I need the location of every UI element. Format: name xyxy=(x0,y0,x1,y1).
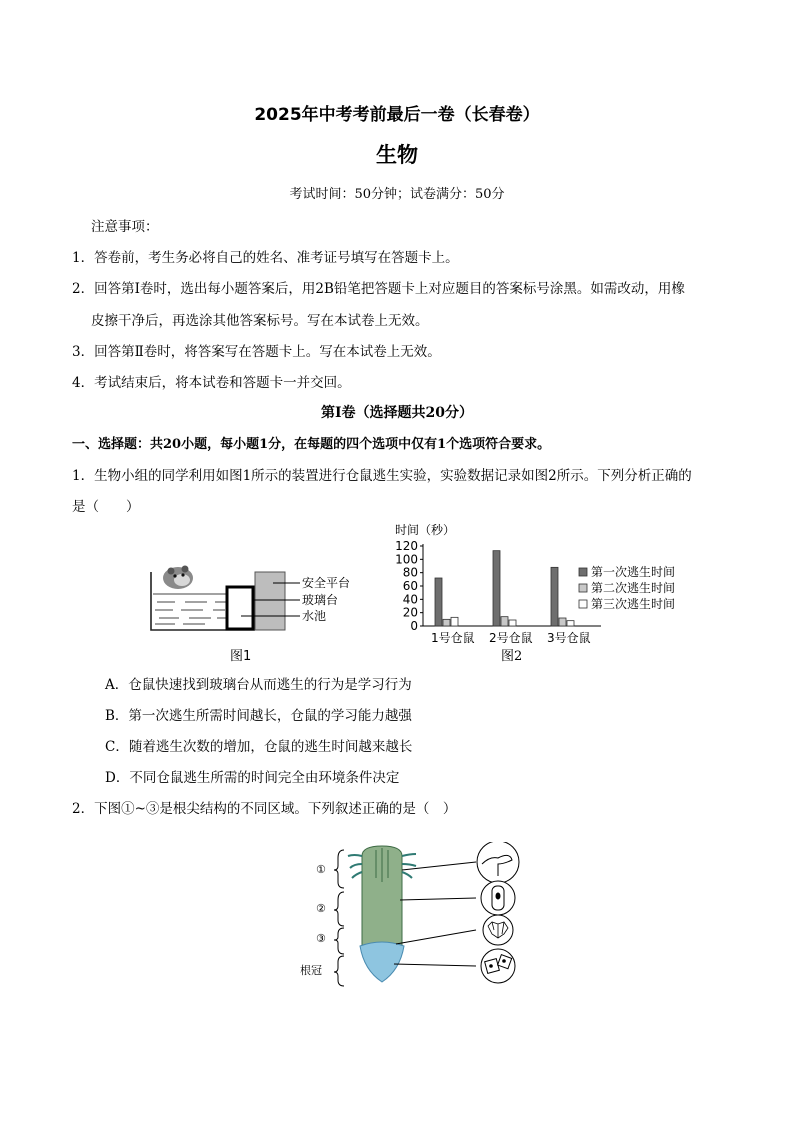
chart-y-axis-label: 时间（秒） xyxy=(395,523,456,537)
hamster-icon xyxy=(163,566,193,590)
chart-legend-swatch xyxy=(579,600,587,608)
fig1-caption: 图1 xyxy=(230,649,252,664)
q1-option-a: A．仓鼠快速找到玻璃台从而逃生的行为是学习行为 xyxy=(105,677,412,693)
chart-bar xyxy=(567,621,574,626)
fig1-label-safe-platform: 安全平台 xyxy=(302,576,351,590)
chart-bar xyxy=(501,617,508,626)
q1-figure-1 xyxy=(145,560,370,665)
root-region-1-label: ① xyxy=(316,863,326,876)
notice-item-3: 3．回答第Ⅱ卷时，将答案写在答题卡上。写在本试卷上无效。 xyxy=(72,344,441,360)
exam-info: 考试时间：50分钟；试卷满分：50分 xyxy=(289,187,505,202)
chart-bar xyxy=(493,551,500,626)
chart-legend-swatch xyxy=(579,568,587,576)
chart-y-tick-label: 20 xyxy=(402,605,418,620)
chart-y-tick-label: 60 xyxy=(402,579,418,593)
chart-bar xyxy=(509,620,516,626)
chart-y-tick-label: 40 xyxy=(402,592,418,607)
q1-figure-2-chart xyxy=(385,520,685,668)
chart-legend-swatch xyxy=(579,584,587,592)
root-cap-label: 根冠 xyxy=(300,964,322,977)
subject-title: 生物 xyxy=(376,143,418,167)
q2-root-tip-figure xyxy=(296,842,536,990)
q1-stem-line1: 1．生物小组的同学利用如图1所示的装置进行仓鼠逃生实验，实验数据记录如图2所示。下列分析正确的 xyxy=(72,468,692,484)
chart-bar xyxy=(443,619,450,626)
chart-bar xyxy=(451,617,458,626)
q1-stem-line2: 是（ ） xyxy=(72,499,140,515)
chart-x-tick-label: 2号仓鼠 xyxy=(489,631,533,645)
chart-legend-label: 第二次逃生时间 xyxy=(591,581,676,595)
exam-title: 2025年中考考前最后一卷（长春卷） xyxy=(254,105,540,125)
q1-option-d: D．不同仓鼠逃生所需的时间完全由环境条件决定 xyxy=(105,770,400,786)
chart-bar xyxy=(551,567,558,626)
chart-y-tick-label: 80 xyxy=(402,565,418,580)
notice-item-1: 1．答卷前，考生务必将自己的姓名、准考证号填写在答题卡上。 xyxy=(72,250,459,266)
notice-item-2-cont: 皮擦干净后，再选涂其他答案标号。写在本试卷上无效。 xyxy=(91,313,429,329)
section-title: 第Ⅰ卷（选择题共20分） xyxy=(320,405,474,421)
q1-option-c: C．随着逃生次数的增加，仓鼠的逃生时间越来越长 xyxy=(105,739,413,755)
q2-stem: 2．下图①~③是根尖结构的不同区域。下列叙述正确的是（ ） xyxy=(72,801,457,817)
root-region-3-label: ③ xyxy=(316,932,326,945)
chart-bar xyxy=(435,578,442,626)
chart-bar xyxy=(559,618,566,626)
chart-y-tick-label: 0 xyxy=(410,619,418,633)
notice-heading: 注意事项： xyxy=(91,219,159,235)
q1-option-b: B．第一次逃生所需时间越长，仓鼠的学习能力越强 xyxy=(105,708,412,724)
chart-legend-label: 第三次逃生时间 xyxy=(591,597,676,611)
chart-legend-label: 第一次逃生时间 xyxy=(591,565,676,579)
chart-x-tick-label: 3号仓鼠 xyxy=(547,631,591,645)
chart-x-tick-label: 1号仓鼠 xyxy=(431,631,475,645)
section-instruction: 一、选择题：共20小题，每小题1分，在每题的四个选项中仅有1个选项符合要求。 xyxy=(72,437,551,452)
notice-item-4: 4．考试结束后，将本试卷和答题卡一并交回。 xyxy=(72,375,351,391)
root-region-2-label: ② xyxy=(316,902,326,915)
chart-y-tick-label: 120 xyxy=(395,539,418,553)
fig1-label-glass-platform: 玻璃台 xyxy=(302,593,339,607)
fig2-caption: 图2 xyxy=(501,649,523,664)
chart-y-tick-label: 100 xyxy=(395,552,418,567)
notice-item-2: 2．回答第Ⅰ卷时，选出每小题答案后，用2B铅笔把答题卡上对应题目的答案标号涂黑。如需改动，用橡 xyxy=(72,281,685,297)
fig1-label-pool: 水池 xyxy=(302,609,327,623)
